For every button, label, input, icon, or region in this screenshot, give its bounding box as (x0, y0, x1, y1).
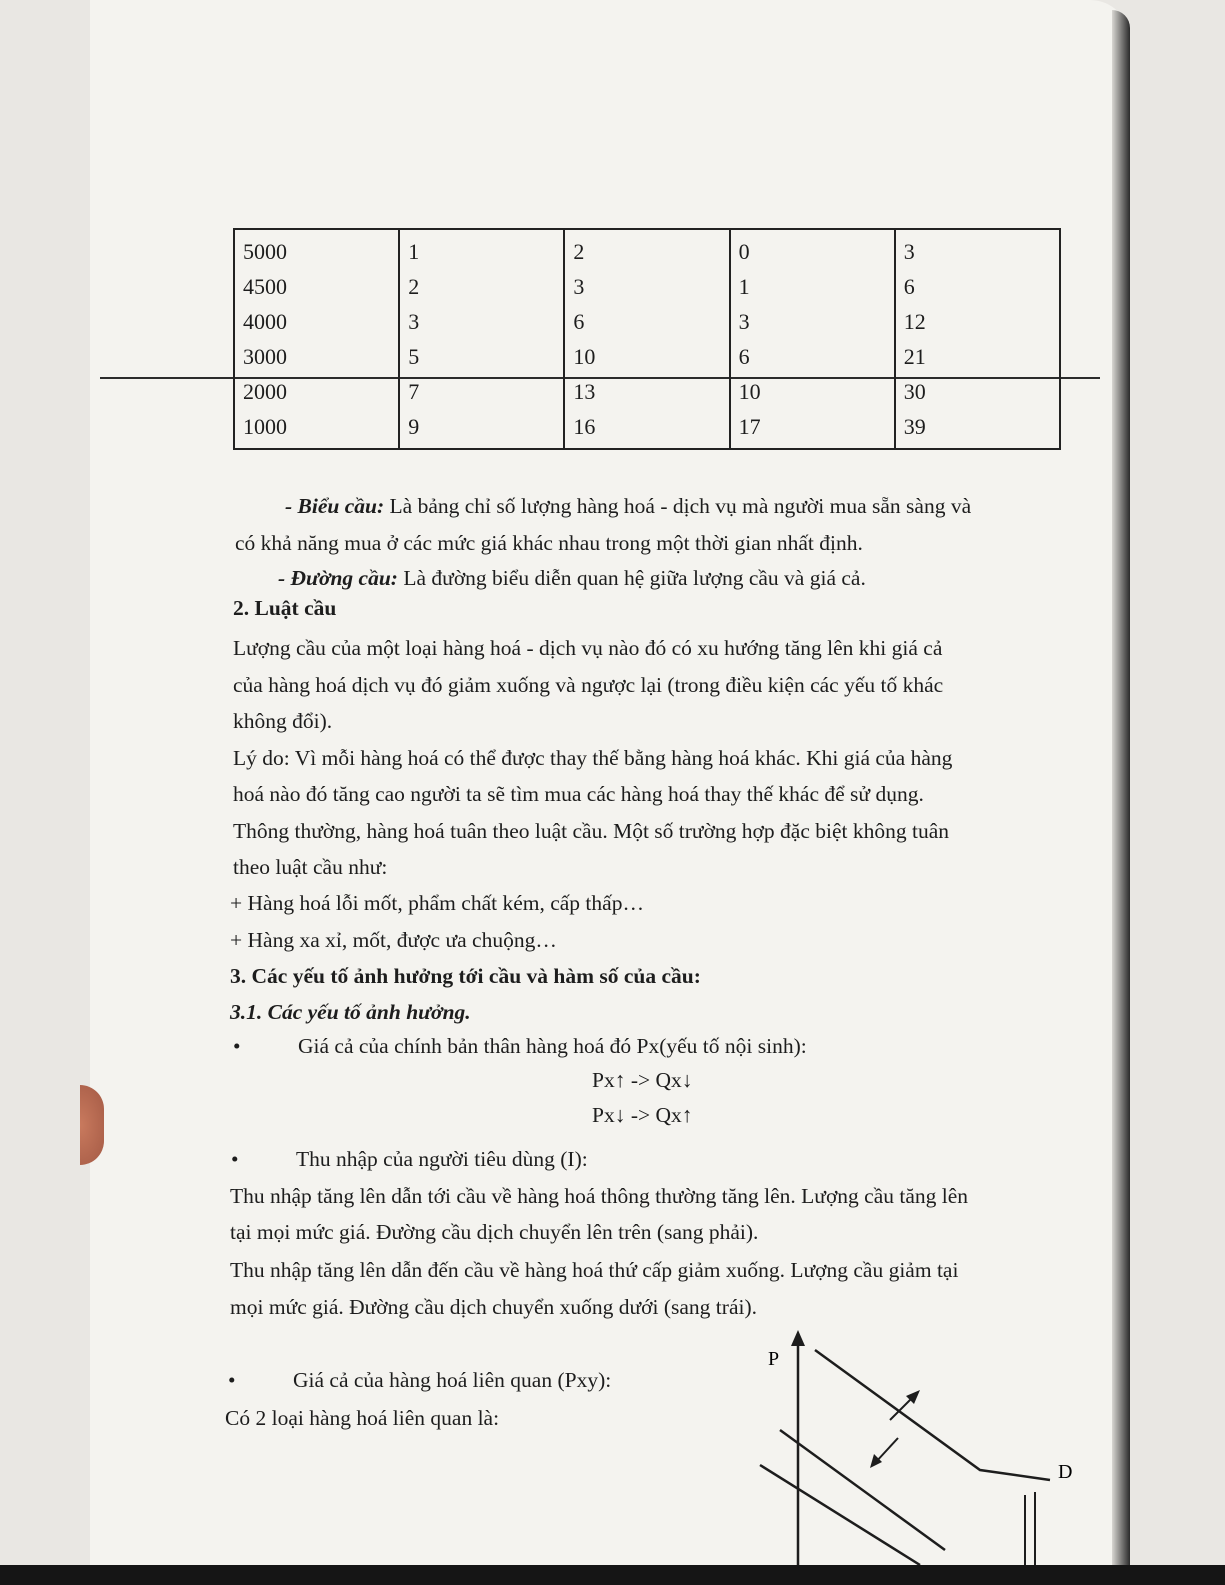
table-cell: 2 (408, 274, 420, 299)
table-cell: 6 (903, 274, 915, 299)
table-cell: 5000 (243, 239, 287, 264)
table-cell: 1000 (243, 414, 287, 439)
table-cell: 12 (903, 309, 926, 334)
page-edge (1112, 10, 1130, 1585)
table-cell: 17 (738, 414, 761, 439)
table-cell: 3000 (243, 344, 287, 369)
exception-item: + Hàng hoá lỗi mốt, phẩm chất kém, cấp thấp… (230, 891, 644, 915)
bieu-cau-definition (285, 488, 971, 524)
demand-table (233, 228, 1061, 450)
p-axis-arrow-icon (791, 1330, 805, 1346)
table-cell: 3 (408, 309, 420, 334)
demand-curve-upper (815, 1350, 1050, 1480)
table-cell: 3 (573, 274, 585, 299)
p-axis-label: P (768, 1348, 780, 1370)
section-2-heading: 2. Luật cầu (233, 596, 337, 620)
table-cell: 6 (738, 344, 750, 369)
table-cell: 16 (573, 414, 596, 439)
paragraph-line: hoá nào đó tăng cao người ta sẽ tìm mua các hàng hoá thay thế khác để sử dụng. (233, 782, 924, 806)
table-cell: 39 (903, 414, 926, 439)
paragraph-line: Lượng cầu của một loại hàng hoá - dịch vụ nào đó có xu hướng tăng lên khi giá cả (233, 636, 943, 660)
paragraph-line: Lý do: Vì mỗi hàng hoá có thể được thay thế bằng hàng hoá khác. Khi giá của hàng (233, 746, 953, 770)
table-cell: 2 (573, 239, 585, 264)
table-cell: 10 (738, 379, 761, 404)
factor-bullet: • Giá cả của hàng hoá liên quan (Pxy): (293, 1362, 611, 1398)
quantity-column-3 (730, 229, 895, 449)
paragraph-line: mọi mức giá. Đường cầu dịch chuyển xuống dưới (sang trái). (230, 1295, 757, 1319)
quantity-column-total (895, 229, 1060, 449)
table-cell: 3 (738, 309, 750, 334)
formula-line: Px↑ -> Qx↓ (592, 1068, 693, 1092)
paragraph-line: Thông thường, hàng hoá tuân theo luật cầu. Một số trường hợp đặc biệt không tuân (233, 819, 950, 843)
bottom-shadow (0, 1565, 1225, 1585)
demand-shift-diagram (730, 1320, 1090, 1565)
table-cell: 5 (408, 344, 420, 369)
table-cell: 6 (573, 309, 585, 334)
paragraph-line: Thu nhập tăng lên dẫn tới cầu về hàng hoá thông thường tăng lên. Lượng cầu tăng lên (230, 1184, 969, 1208)
exception-item: + Hàng xa xỉ, mốt, được ưa chuộng… (230, 928, 557, 952)
table-cell: 0 (738, 239, 750, 264)
duong-cau-term: - Đường cầu: (278, 566, 398, 590)
table-cell: 1 (738, 274, 750, 299)
quantity-column-2 (564, 229, 729, 449)
table-cell: 4500 (243, 274, 287, 299)
duong-cau-definition (278, 560, 866, 596)
table-cell: 4000 (243, 309, 287, 334)
thumb (80, 1085, 104, 1165)
bieu-cau-text: Là bảng chỉ số lượng hàng hoá - dịch vụ mà người mua sẵn sàng và (384, 494, 972, 518)
factor-bullet: • Thu nhập của người tiêu dùng (I): (296, 1141, 588, 1177)
quantity-column-1 (399, 229, 564, 449)
demand-label: D (1058, 1461, 1073, 1483)
table-cell: 7 (408, 379, 420, 404)
table-cell: 9 (408, 414, 420, 439)
paragraph-line: Thu nhập tăng lên dẫn đến cầu về hàng hoá thứ cấp giảm xuống. Lượng cầu giảm tại (230, 1258, 959, 1282)
paragraph-line: của hàng hoá dịch vụ đó giảm xuống và ngược lại (trong điều kiện các yếu tố khác (233, 673, 944, 697)
table-row (234, 229, 1060, 449)
table-cell: 3 (903, 239, 915, 264)
price-column (234, 229, 399, 449)
table-cell: 10 (573, 344, 596, 369)
paragraph-line: theo luật cầu như: (233, 855, 388, 879)
section-3-heading: 3. Các yếu tố ảnh hưởng tới cầu và hàm số của cầu: (230, 964, 701, 988)
paragraph-line: không đổi). (233, 709, 333, 733)
paragraph-line: tại mọi mức giá. Đường cầu dịch chuyển lên trên (sang phải). (230, 1220, 759, 1244)
formula-line: Px↓ -> Qx↑ (592, 1103, 693, 1127)
table-cell: 13 (573, 379, 596, 404)
paragraph-line: Có 2 loại hàng hoá liên quan là: (225, 1406, 500, 1430)
bieu-cau-text-2: có khả năng mua ở các mức giá khác nhau trong một thời gian nhất định. (235, 531, 863, 555)
table-cell: 1 (408, 239, 420, 264)
table-cell: 30 (903, 379, 926, 404)
section-3-1-heading: 3.1. Các yếu tố ảnh hưởng. (230, 1000, 471, 1024)
table-cell: 2000 (243, 379, 287, 404)
demand-curve-middle (780, 1430, 945, 1550)
duong-cau-text: Là đường biểu diễn quan hệ giữa lượng cầu và giá cả. (397, 566, 866, 590)
factor-bullet: • Giá cả của chính bản thân hàng hoá đó Px(yếu tố nội sinh): (298, 1028, 807, 1064)
bieu-cau-term: - Biểu cầu: (285, 494, 385, 518)
table-cell: 21 (903, 344, 926, 369)
